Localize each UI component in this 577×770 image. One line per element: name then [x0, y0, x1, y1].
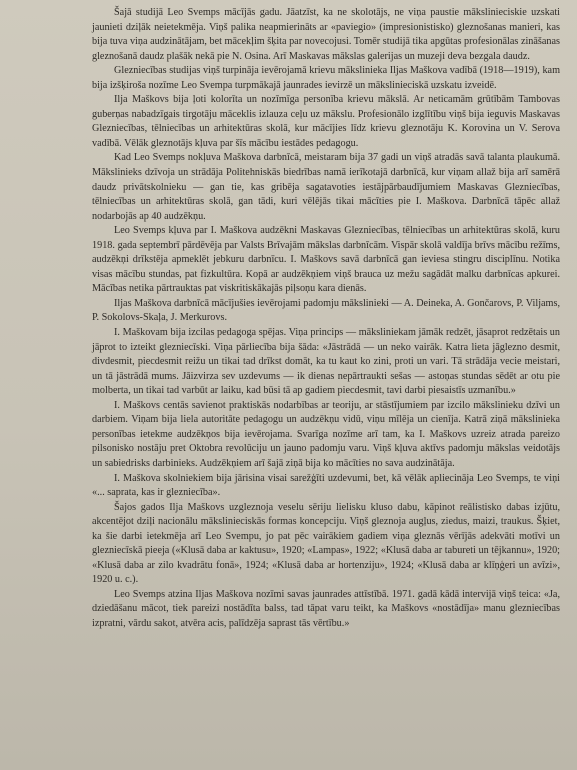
- paragraph: Ilja Maškovs bija ļoti kolorīta un nozīmīga personība krievu mākslā. Ar neticamām grūtībām Tambovas guberņas nabadzīgais tirgotāju māceklis izlauza ceļu uz mākslu. Profesionālo izglītību viņš bija ieguvis Maskavas Glezniecības, tēlniecības un arhitektūras skolā, kur mācījies līdz krievu gleznotāju K. Korovina un V. Serova vadībā. Vēlāk gleznotājs kļuva par šīs mācību iestādes pedagogu.: [92, 94, 560, 149]
- paragraph: Šajos gados Ilja Maškovs uzgleznoja veselu sēriju lielisku kluso dabu, kāpinot reālistisko dabas izjūtu, akcentējot dziļi nacionālu mākslinieciskās formas koncepciju. Viņš gleznoja augļus, ziedus, maizi, traukus. Šķiet, ka šie darbi ietekmēja arī Leo Svempu, jo pat pēc vairākiem gadiem viņa gleznās vērījās adekvāti motīvi un glezniecīskā pieeja («Klusā daba ar kaktusu», 1920; «Lampas», 1922; «Klusā daba ar tabureti un tējkannu», 1920; «Klusā daba ar zilo kvadrātu fonā», 1924; «Klusā daba ar hortenziju», 1924; «Klusā daba ar klīņģeri un avīzi», 1920 u. c.).: [92, 501, 560, 586]
- paragraph: Iljas Maškova darbnīcā mācījušies ievērojami padomju mākslinieki — A. Deineka, A. Gončarovs, P. Viljams, P. Sokolovs-Skaļa, J. Merkurovs.: [92, 297, 560, 324]
- paragraph: I. Maškova skolniekiem bija jārisina visai sarežģīti uzdevumi, bet, kā vēlāk apliecināja Leo Svemps, te viņi «... saprata, kas ir glezniecība».: [92, 472, 560, 499]
- paragraph: Glezniecības studijas viņš turpināja ievērojamā krievu mākslinieka Iljas Maškova vadībā (1918—1919), kam bija izšķiroša nozīme Leo Svempa turpmākajā jaunrades ievirzē un mākslinieciskā uzskatu izveidē.: [92, 65, 560, 91]
- paragraph: I. Maškovs centās savienot praktiskās nodarbības ar teoriju, ar stāstījumiem par izcilo mākslinieku dzīvi un darbiem. Viņam bija liela autoritāte pedagogu un audzēkņu vidū, viņu mīlēja un cienīja. Katrā ziņā mākslinieka personības ietekme audzēkņos bija ievērojama. Svarīga nozīme arī tam, ka I. Maškovs uzreiz atrada pareizo pilsonisko nostāju pret Oktobra revolūciju un jauno padomju varu. Viņš kļuva aktīvs padomju mākslas veidotājs un sabiedrisks darbinieks. Audzēkņiem arī šajā ziņā bija ko mācīties no sava audzinātāja.: [92, 399, 560, 469]
- paragraph: Leo Svemps atzina Iljas Maškova nozīmi savas jaunrades attīstībā. 1971. gadā kādā intervijā viņš teica: «Ja, dziedāšanu mācot, tiek pareizi nostādīta balss, tad tāpat varu teikt, ka Maškovs «nostādīja» manu glezniecības izpratni, vārdu sakot, atvēra acis, palīdzēja saprast tās vērtību.»: [92, 588, 560, 629]
- paragraph: Šajā studijā Leo Svemps mācījās gadu. Jāatzīst, ka ne skolotājs, ne viņa paustie mākslinieciskie uzskati jaunieti dziļāk neietekmēja. Viņš palika neapmierināts ar «paviegio» (impresionistisko) gleznošanas manieri, kas bija tuva viņa audzinātājam, bet mācekļim šķita par novecojusi. Tomēr studijā tika apgūtas profesionālas zināšanas gleznošanā daudz plašāk nekā pie N. Osina. Arī Maskavas mākslas galerijas un muzeji deva bezgala daudz.: [92, 7, 560, 62]
- paragraph: Kad Leo Svemps nokļuva Maškova darbnīcā, meistaram bija 37 gadi un viņš atradās savā talanta plaukumā. Mākslinieks dzīvoja un strādāja Politehniskās biedrības namā ierīkotajā darbnīcā, kur viņam allaž bija arī samērā daudz privātskolnieku — gan tie, kas gribēja sagatavoties iestājpārbaudījumiem Maskavas Glezniecības, tēlniecības un arhitektūras skolā, gan tādi, kuri vēlējās tikai mācīties pie I. Maškova. Darbnīcā tāpēc allaž nodarbojās ap 40 audzēkņu.: [92, 152, 560, 222]
- body-text: [92, 6, 560, 632]
- paragraph: Leo Svemps kļuva par I. Maškova audzēkni Maskavas Glezniecības, tēlniecības un arhitektūras skolā, kuru 1918. gada septembrī pārdēvēja par Valsts Brīvajām mākslas darbnīcām. Vispār skolā valdīja brīvs mācību režīms, audzēkņi drīkstēja apmeklēt jebkuru darbnīcu. I. Maškovs savā darbnīcā gan ieviesa stingru disciplīnu. Notika visas mācību stundas, pat fizkultūra. Kopā ar audzēkņiem viņš brauca uz mežu sagādāt malku darbnīcas apkurei. Mācības netika pārtrauktas pat viskritiskākajās piļsoņu kara dienās.: [92, 225, 560, 295]
- paragraph: I. Maškovam bija izcilas pedagoga spējas. Viņa princips — māksliniekam jāmāk redzēt, jāsaprot redzētais un jāprot to izteikt glezniecīski. Viņa pārliecība bija šāda: «Jāstrādā — un neko vairāk. Katra lieta jāglezno desmit, divdesmit, piecdesmit reižu un tikai tad drīkst domāt, ka tu kaut ko zini, proti un vari. Tā strādāja vecie meistari, un tā jāstrādā mums. Jāizvirza sev uzdevums — ik dienas nepārtraukti sešas — astoņas stundas sēdēt ar otu pie molberta, un tikai tad varbūt ar laiku, kad būsi tā ap gadiem piecdesmit, tavi darbi piesaistīs uzmanību.»: [92, 327, 560, 397]
